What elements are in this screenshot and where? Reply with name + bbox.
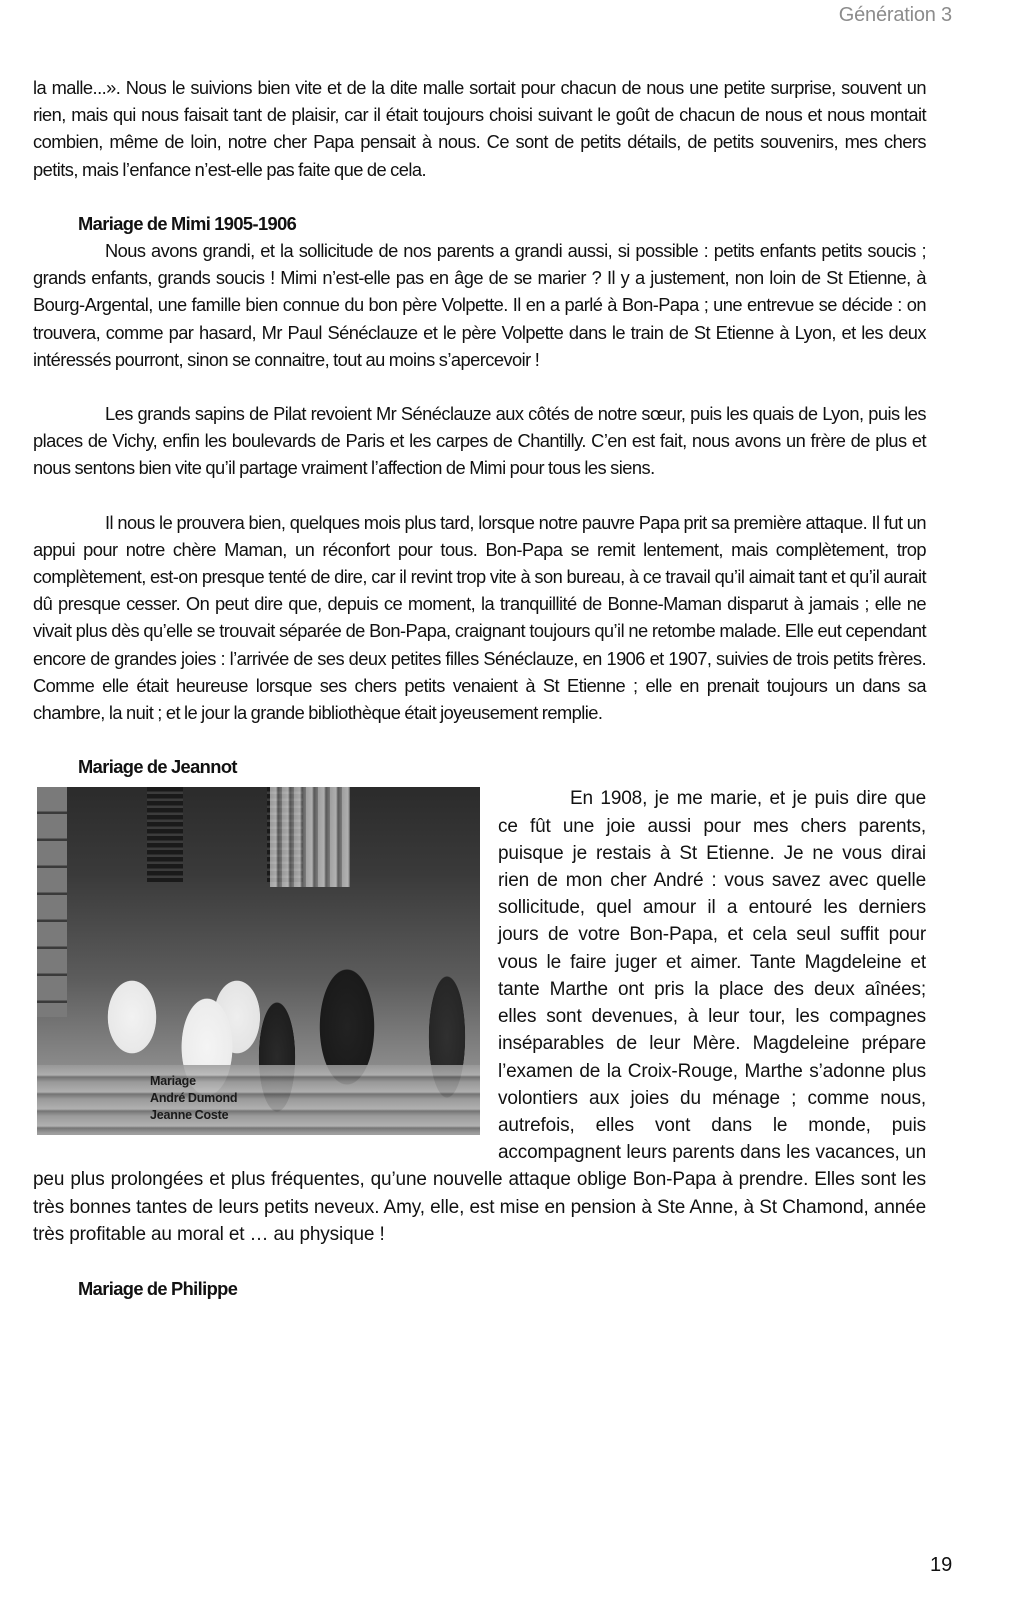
section-heading-mariage-jeannot: Mariage de Jeannot (78, 756, 237, 778)
paragraph: En 1908, je me marie, et je puis dire que ce fût une joie aussi pour mes chers parents, puisque je restais à St Etienne. Je ne vous dirai rien de mon cher André : vous savez avec quelle sollicitude, quel amour il a entouré les derniers jours de votre Bon-Papa, et cela seul suffit pour vous le faire juger et aimer. Tante Magdeleine et tante Marthe ont pris la place des deux aînées; elles sont devenues, à leur tour, les compagnes inséparables de leur Mère. Magdeleine prépare l’examen de la Croix-Rouge, Marthe s’adonne plus volontiers aux joies du ménage ; comme nous, autrefois, elles vont dans le monde, puis accompagnent leurs parents dans les vacances, un peu plus prolongées et plus fréquentes, qu’une nouvelle attaque oblige Bon-Papa à prendre. Elles sont les très bonnes tantes de leurs petits neveux. Amy, elle, est mise en pension à Ste Anne, à St Chamond, année très profitable au moral et … au physique ! (33, 788, 926, 1245)
photo-caption (150, 1073, 237, 1124)
photo-wall-detail (37, 787, 67, 1017)
spacer (33, 726, 926, 753)
page-body (33, 74, 926, 1302)
intro-paragraph: la malle...». Nous le suivions bien vite et de la dite malle sortait pour chacun de nous une petite surprise, souvent un rien, mais qui nous faisait tant de plaisir, car il était toujours choisi suivant le goût de chacun de nous et nous montait combien, même de loin, notre cher Papa pensait à nous. Ce sont de petits détails, de petits souvenirs, mes chers petits, mais l’enfance n’est-elle pas faite que de cela. (33, 77, 926, 180)
paragraph: Les grands sapins de Pilat revoient Mr Sénéclauze aux côtés de notre sœur, puis les quais de Lyon, puis les places de Vichy, enfin les boulevards de Paris et les carpes de Chantilly. C’en est fait, nous avons un frère de plus et nous sentons bien vite qu’il partage vraiment l’affection de Mimi pour tous les siens. (33, 403, 926, 479)
figure-block (33, 785, 926, 1247)
caption-line: André Dumond (150, 1091, 238, 1106)
running-header: Génération 3 (838, 4, 952, 26)
spacer (33, 183, 926, 210)
wedding-photo (37, 787, 480, 1135)
section-heading-mariage-philippe: Mariage de Philippe (78, 1277, 238, 1299)
photo-stairs-detail (37, 1065, 480, 1135)
page-number: 19 (930, 1554, 953, 1576)
paragraph: Il nous le prouvera bien, quelques mois plus tard, lorsque notre pauvre Papa prit sa première attaque. Il fut un appui pour notre chère Maman, un réconfort pour tous. Bon-Papa se remit lentement, mais complètement, trop complètement, est-on presque tenté de dire, car il revint trop vite à son bureau, à ce travail qu’il aimait tant et qu’il aurait dû presque cesser. On peut dire que, depuis ce moment, la tranquillité de Bonne-Maman disparut à jamais ; elle ne vivait plus dès qu’elle se trouvait séparée de Bon-Papa, craignant toujours qu’il ne retombe malade. Elle eut cependant encore de grandes joies : l’arrivée de ses deux petites filles Sénéclauze, en 1906 et 1907, suivies de trois petits frères. Comme elle était heureuse lorsque ses chers petits venaient à St Etienne ; elle en prenait toujours un dans sa chambre, la nuit ; et le jour la grande bibliothèque était joyeusement remplie. (33, 511, 926, 724)
spacer (33, 482, 926, 509)
spacer (33, 373, 926, 400)
photo-window-detail (270, 787, 350, 887)
spacer (33, 1248, 926, 1275)
caption-line: Jeanne Coste (150, 1108, 229, 1123)
photo-shutter-detail (147, 787, 183, 882)
section-heading-mariage-mimi: Mariage de Mimi 1905-1906 (78, 212, 297, 234)
caption-line: Mariage (150, 1074, 196, 1089)
paragraph: Nous avons grandi, et la sollicitude de nos parents a grandi aussi, si possible : petits enfants petits soucis ; grands enfants, grands soucis ! Mimi n’est-elle pas en âge de se marier ? Il y a justement, non loin de St Etienne, à Bourg-Argental, une famille bien connue du bon père Volpette. Il en a parlé à Bon-Papa ; une entrevue se décide : on trouvera, comme par hasard, Mr Paul Sénéclauze et le père Volpette dans le train de St Etienne à Lyon, et les deux intéressés pourront, sinon se connaitre, tout au moins s’apercevoir ! (33, 240, 926, 370)
